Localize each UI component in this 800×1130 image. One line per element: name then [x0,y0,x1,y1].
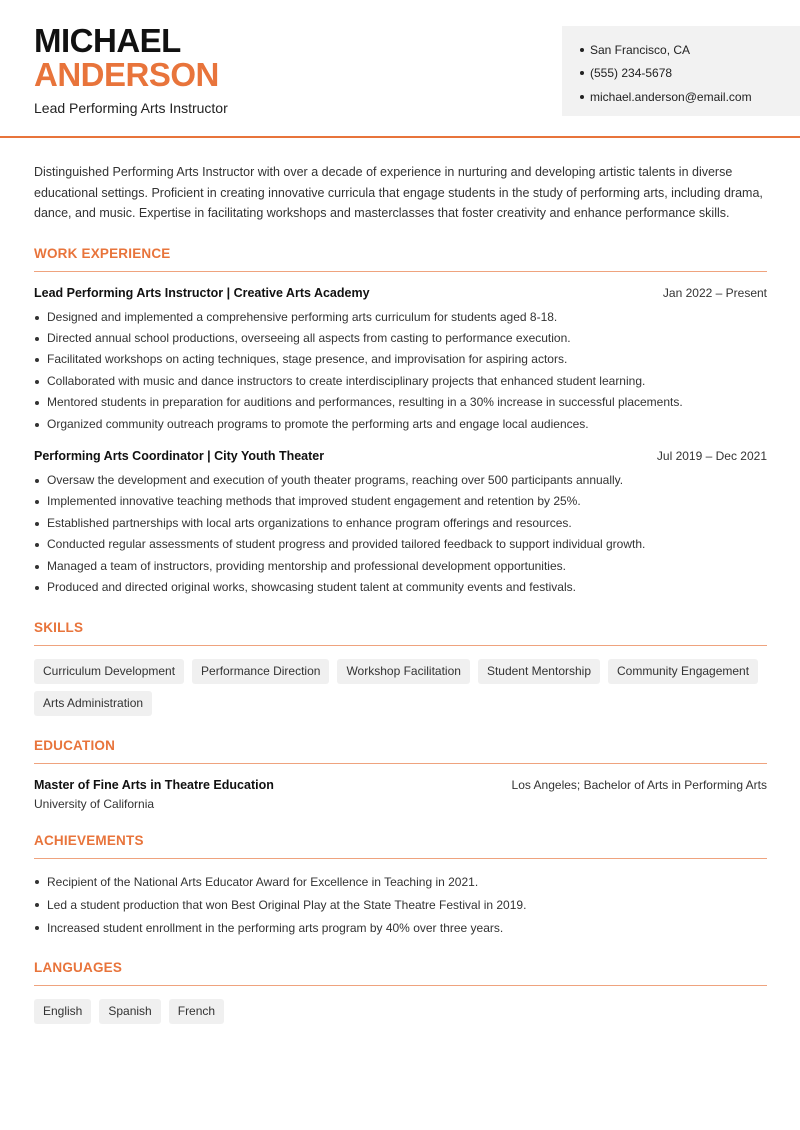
job-header [34,449,767,463]
contact-location [580,38,800,62]
skill-tag: Workshop Facilitation [337,659,470,684]
list-item: Directed annual school productions, overseeing all aspects from casting to performance execution. [34,328,767,349]
list-item: Produced and directed original works, showcasing student talent at community events and festivals. [34,577,767,598]
list-item: Collaborated with music and dance instructors to create interdisciplinary projects that enhanced student learning. [34,371,767,392]
job-bullets [34,307,767,435]
list-item: Oversaw the development and execution of youth theater programs, reaching over 500 participants annually. [34,470,767,491]
education-location: Los Angeles; Bachelor of Arts in Performing Arts [511,778,767,793]
education-header [34,778,767,792]
list-item: Implemented innovative teaching methods that improved student engagement and retention by 25%. [34,491,767,512]
skill-tag: Performance Direction [192,659,329,684]
list-item: Designed and implemented a comprehensive performing arts curriculum for students aged 8-18. [34,307,767,328]
skill-tag: Arts Administration [34,691,152,716]
job-date: Jul 2019 – Dec 2021 [656,448,767,463]
achievement-list [34,871,767,940]
contact-phone-text: (555) 234-5678 [590,66,673,81]
section-title-achievements: ACHIEVEMENTS [34,833,767,859]
list-item: Recipient of the National Arts Educator Award for Excellence in Teaching in 2021. [34,871,767,894]
language-tag: French [169,999,224,1024]
list-item: Increased student enrollment in the performing arts program by 40% over three years. [34,917,767,940]
job-title: Lead Performing Arts Instructor [34,100,228,116]
job-bullets [34,470,767,598]
languages-list [34,999,767,1024]
contact-phone [580,62,800,86]
bullet-icon [580,71,584,75]
skill-tag: Community Engagement [608,659,758,684]
resume-body [34,162,767,1024]
list-item: Facilitated workshops on acting techniques, stage presence, and improvisation for aspiring actors. [34,349,767,370]
list-item: Led a student production that won Best Original Play at the State Theatre Festival in 2019. [34,894,767,917]
contact-email [580,85,800,109]
list-item: Managed a team of instructors, providing mentorship and professional development opportunities. [34,556,767,577]
resume-header [0,0,800,136]
job-header [34,286,767,300]
list-item: Conducted regular assessments of student progress and provided tailored feedback to support individual growth. [34,534,767,555]
skill-tag: Curriculum Development [34,659,184,684]
section-title-work: WORK EXPERIENCE [34,246,767,272]
language-tag: Spanish [99,999,160,1024]
list-item: Organized community outreach programs to promote the performing arts and engage local audiences. [34,414,767,435]
job-title-line: Performing Arts Coordinator | City Youth Theater [34,448,325,463]
bullet-icon [580,48,584,52]
job-title-line: Lead Performing Arts Instructor | Creative Arts Academy [34,285,370,300]
last-name: ANDERSON [34,56,219,93]
section-title-languages: LANGUAGES [34,960,767,986]
job-date: Jan 2022 – Present [662,285,767,300]
bullet-icon [580,95,584,99]
skill-tag: Student Mentorship [478,659,600,684]
summary: Distinguished Performing Arts Instructor with over a decade of experience in nurturing and developing artistic talents in diverse educational settings. Proficient in creating innovative curricula that engage students in the study of performing arts, including drama, dance, and music. Expertise in facilitating workshops and masterclasses that foster creativity and enhance performance skills. [34,165,763,220]
language-tag: English [34,999,91,1024]
contact-email-text: michael.anderson@email.com [590,89,752,104]
skills-list [34,659,767,716]
list-item: Established partnerships with local arts organizations to enhance program offerings and resources. [34,513,767,534]
list-item: Mentored students in preparation for auditions and performances, resulting in a 30% increase in successful placements. [34,392,767,413]
header-divider [0,136,800,138]
school: University of California [34,797,155,812]
first-name: MICHAEL [34,22,181,59]
section-title-skills: SKILLS [34,620,767,646]
contact-box [562,26,800,116]
section-title-education: EDUCATION [34,738,767,764]
contact-location-text: San Francisco, CA [590,42,691,57]
degree: Master of Fine Arts in Theatre Education [34,778,274,793]
